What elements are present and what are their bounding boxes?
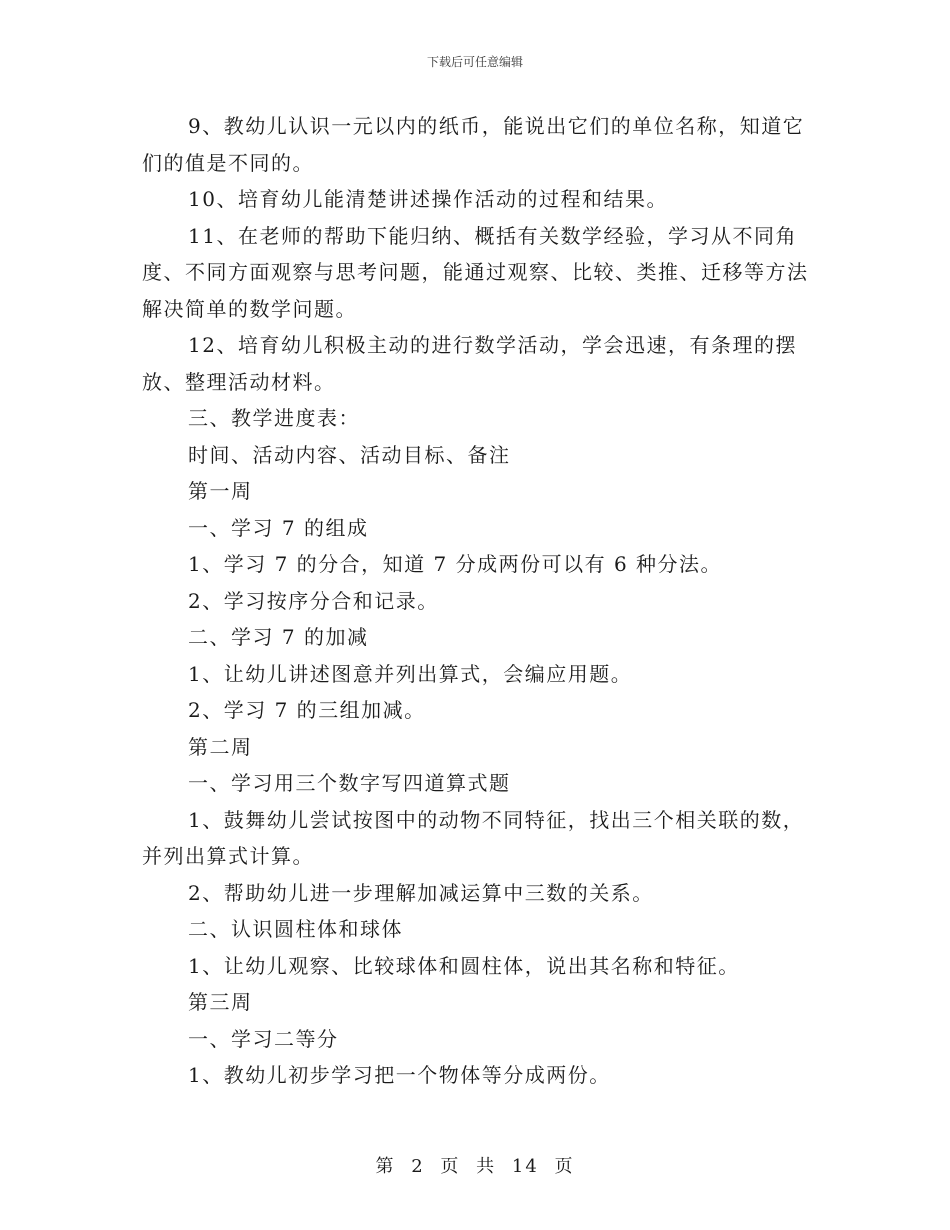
footer-prefix: 第 xyxy=(375,1156,396,1177)
week-2-item-1: 一、学习用三个数字写四道算式题 xyxy=(188,771,511,795)
paragraph-3: 11、在老师的帮助下能归纳、概括有关数学经验，学习从不同角度、不同方面观察与思考问题，能通过观察、比较、类推、迁移等方法解决简单的数学问题。 xyxy=(142,223,809,321)
week-2-heading: 第二周 xyxy=(188,734,253,759)
total-pages-number: 14 xyxy=(511,1156,539,1177)
week-3-heading: 第三周 xyxy=(188,990,253,1014)
document-body xyxy=(142,108,810,1094)
week-2-item-1-1: 1、鼓舞幼儿尝试按图中的动物不同特征，找出三个相关联的数，并列出算式计算。 xyxy=(142,807,805,868)
schedule-columns: 时间、活动内容、活动目标、备注 xyxy=(188,442,511,467)
paragraph-2: 10、培育幼儿能清楚讲述操作活动的过程和结果。 xyxy=(188,187,668,211)
week-1-item-1-2: 2、学习按序分合和记录。 xyxy=(188,588,439,613)
week-1-heading: 第一周 xyxy=(188,479,253,503)
current-page-number: 2 xyxy=(411,1156,425,1177)
week-2-item-2-1: 1、让幼儿观察、比较球体和圆柱体，说出其名称和特征。 xyxy=(188,953,740,978)
week-1-item-1-1: 1、学习 7 的分合，知道 7 分成两份可以有 6 种分法。 xyxy=(188,552,723,576)
week-1-item-1: 一、学习 7 的组成 xyxy=(188,515,369,540)
section-heading-schedule: 三、教学进度表： xyxy=(188,406,360,430)
footer-suffix: 页 xyxy=(554,1156,575,1177)
header-note: 下载后可任意编辑 xyxy=(426,55,523,69)
page-footer xyxy=(0,1152,950,1178)
paragraph-4: 12、培育幼儿积极主动的进行数学活动，学会迅速，有条理的摆放、整理活动材料。 xyxy=(142,333,797,394)
paragraph-1: 9、教幼儿认识一元以内的纸币，能说出它们的单位名称，知道它们的值是不同的。 xyxy=(142,114,805,175)
week-1-item-2-2: 2、学习 7 的三组加减。 xyxy=(188,698,426,722)
footer-total-word: 共 xyxy=(476,1156,497,1177)
week-1-item-2-1: 1、让幼儿讲述图意并列出算式，会编应用题。 xyxy=(188,661,633,686)
week-2-item-1-2: 2、帮助幼儿进一步理解加减运算中三数的关系。 xyxy=(188,880,654,905)
week-2-item-2: 二、认识圆柱体和球体 xyxy=(188,917,403,941)
footer-page-word: 页 xyxy=(440,1156,461,1177)
week-3-item-1: 一、学习二等分 xyxy=(188,1026,339,1051)
week-3-item-1-1: 1、教幼儿初步学习把一个物体等分成两份。 xyxy=(188,1063,611,1087)
week-1-item-2: 二、学习 7 的加减 xyxy=(188,625,369,649)
